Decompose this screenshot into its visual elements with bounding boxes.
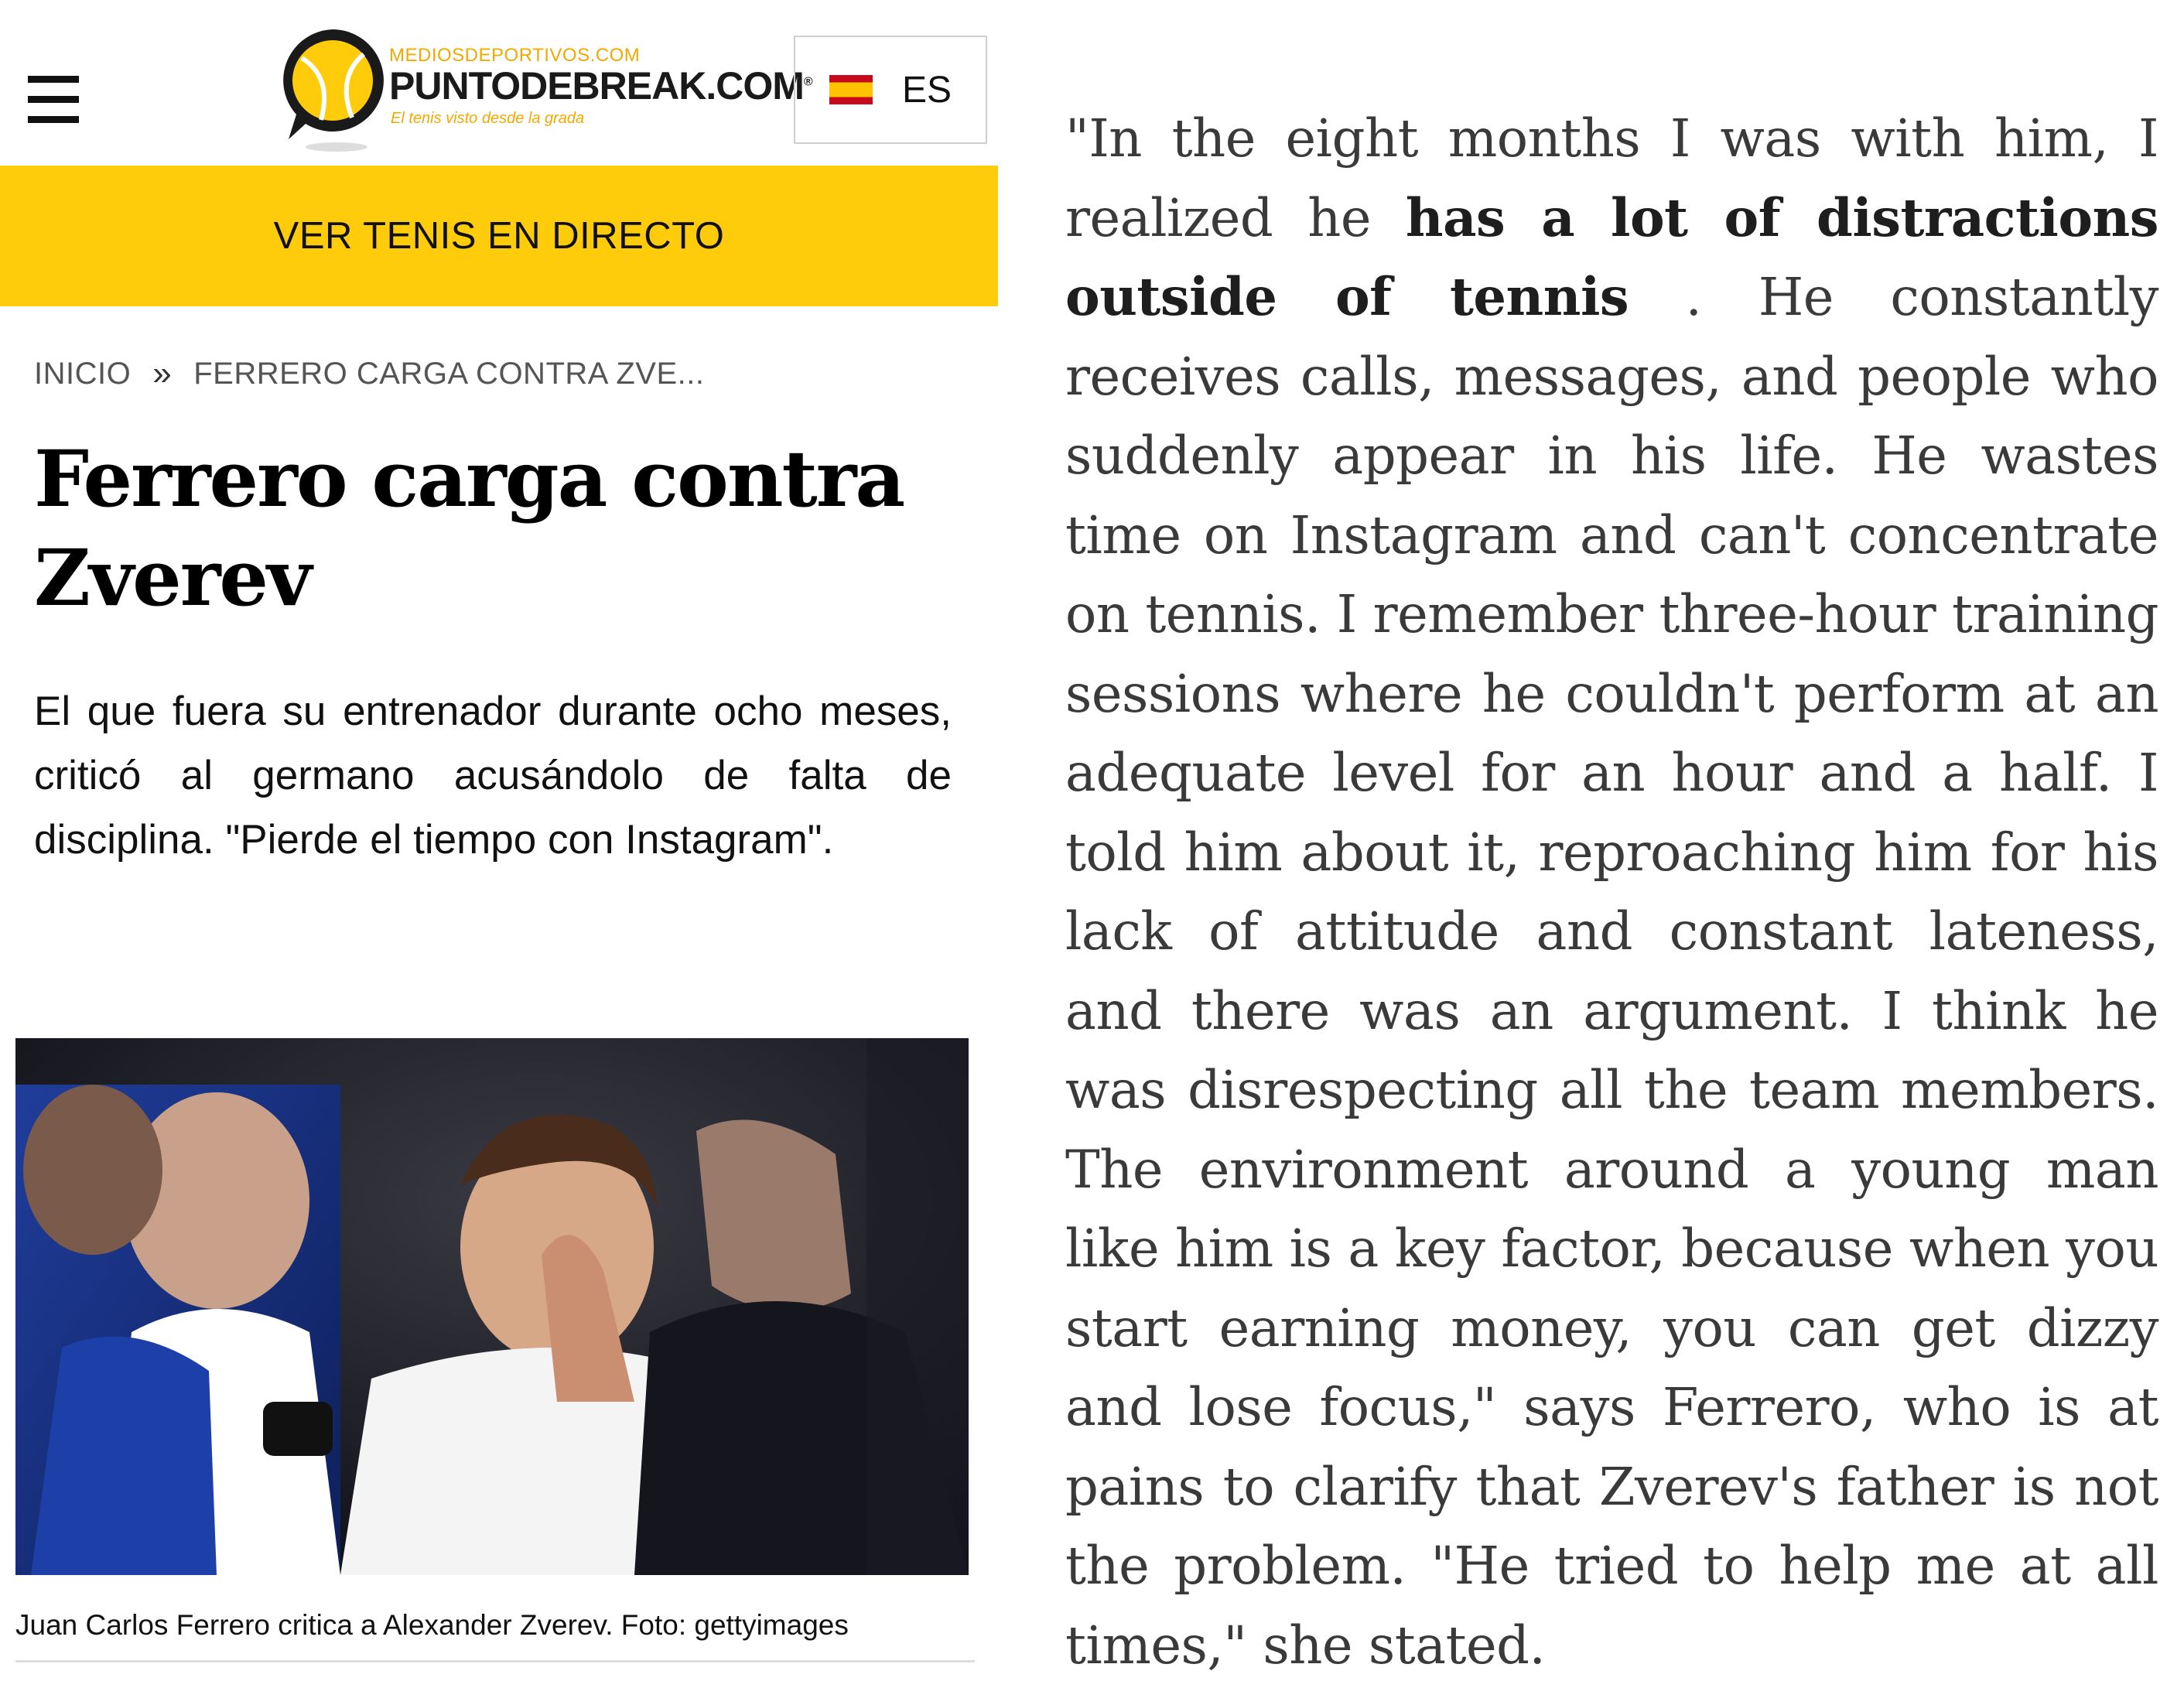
logo-small-text: MEDIOSDEPORTIVOS.COM — [389, 45, 641, 66]
quote-bold-text: has a lot of distractions outside of tennis — [1065, 186, 2158, 327]
logo-tagline: El tenis visto desde la grada — [391, 110, 585, 127]
article-photo — [15, 1038, 969, 1575]
logo-wordmark: PUNTODEBREAK.COM® — [389, 64, 812, 108]
article-lead: El que fuera su entrenador durante ocho meses, criticó al germano acusándolo de falta de disciplina. "Pierde el tiempo con Instagram". — [34, 689, 952, 863]
quote-paragraph — [1065, 99, 2158, 1685]
article-title: Ferrero carga contra Zverev — [34, 433, 904, 624]
article-panel — [0, 0, 998, 1688]
photo-caption: Juan Carlos Ferrero critica a Alexander Zverev. Foto: gettyimages — [15, 1609, 849, 1641]
tennis-ball-logo-icon — [275, 23, 391, 155]
site-logo[interactable] — [275, 23, 812, 155]
spain-flag-icon — [829, 75, 873, 104]
quote-text-start: "In the eight months I was with him, I realized he — [1065, 108, 2158, 248]
translation-panel — [998, 0, 2184, 1688]
language-selector[interactable] — [794, 36, 987, 144]
live-tennis-banner[interactable] — [0, 166, 998, 306]
breadcrumb-current: FERRERO CARGA CONTRA ZVE... — [193, 356, 705, 391]
language-label: ES — [901, 69, 952, 111]
breadcrumb-home-link[interactable]: INICIO — [34, 356, 132, 391]
quote-text-end: . He constantly receives calls, messages, and people who suddenly appear in his life. He wastes time on Instagram and can't concentrate on tennis. I remember three-hour training sessions where he couldn't perform at an adequate level for an hour and a half. I told him about it, reproaching him for his lack of attitude and constant lateness, and there was an argument. I think he was disrespecting all the team members. The environment around a young man like him is a key factor, because when you start earning money, you can get dizzy and lose focus," says Ferrero, who is at pains to clarify that Zverev's father is not the problem. "He tried to help me at all times," she stated. — [1065, 267, 2158, 1676]
breadcrumb-separator: » — [152, 354, 173, 392]
hamburger-menu-icon[interactable] — [28, 76, 79, 122]
live-tennis-label: VER TENIS EN DIRECTO — [273, 215, 725, 257]
breadcrumb — [34, 354, 704, 393]
photo-image — [15, 1038, 969, 1575]
caption-divider — [15, 1660, 975, 1662]
